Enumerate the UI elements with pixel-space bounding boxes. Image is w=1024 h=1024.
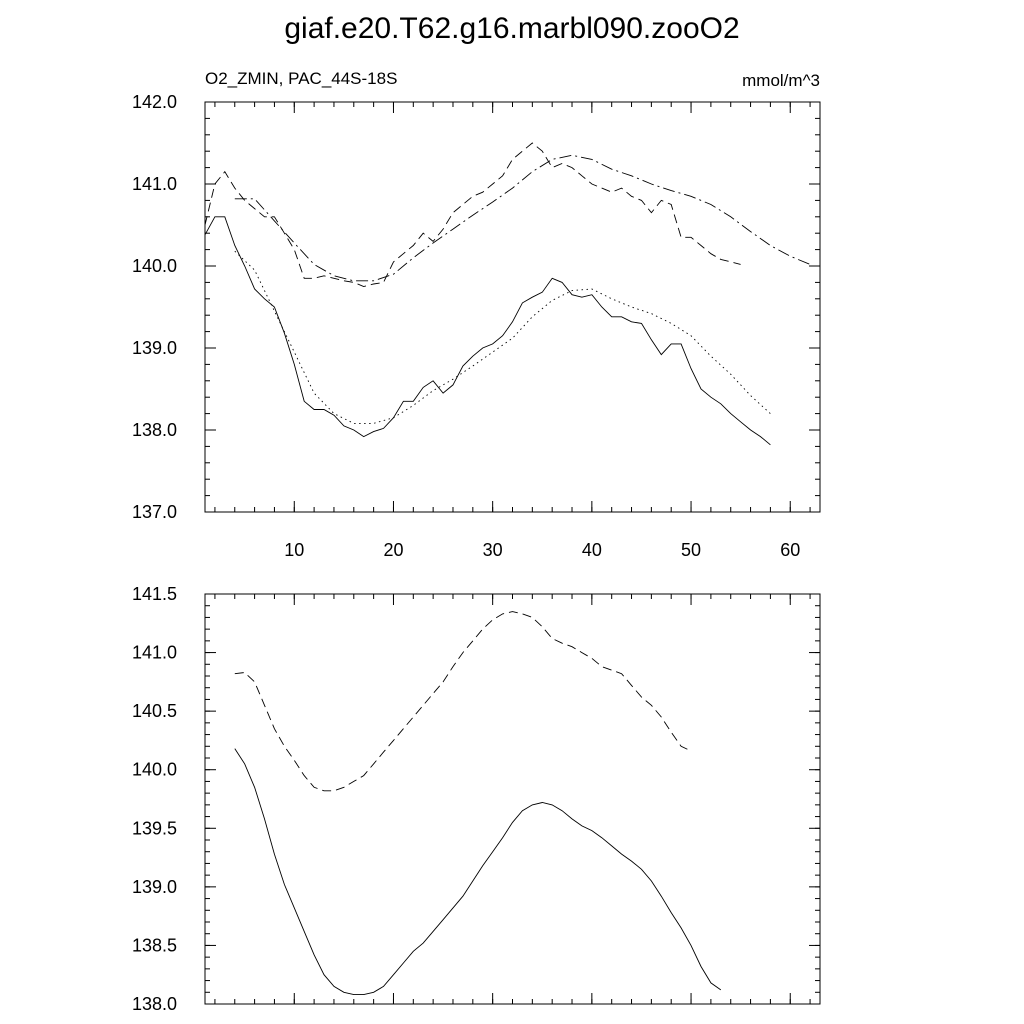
upper-chart-series-dashdot-line — [235, 155, 810, 280]
upper-chart-y-tick-label: 142.0 — [131, 92, 177, 112]
lower-chart-y-tick-label: 141.0 — [131, 642, 177, 663]
lower-chart-series-solid-line — [235, 749, 721, 995]
lower-chart-y-tick-label: 138.5 — [131, 935, 177, 956]
upper-chart-x-tick-label: 60 — [780, 540, 801, 560]
main-title: giaf.e20.T62.g16.marbl090.zooO2 — [284, 12, 740, 45]
lower-chart-y-tick-label: 141.5 — [131, 584, 177, 604]
lower-chart-series-dashed-line — [235, 612, 691, 791]
upper-chart-frame — [205, 102, 820, 512]
lower-chart-y-tick-label: 140.5 — [131, 701, 177, 722]
upper-chart-y-tick-label: 138.0 — [131, 420, 177, 440]
lower-chart-y-tick-label: 139.5 — [131, 818, 177, 839]
upper-chart-y-tick-label: 140.0 — [131, 256, 177, 276]
lower-chart-frame — [205, 594, 820, 1004]
upper-chart-series-solid-line — [205, 217, 770, 445]
lower-chart-panel — [132, 584, 820, 1014]
upper-chart-subtitle-left: O2_ZMIN, PAC_44S-18S — [205, 69, 398, 88]
lower-chart-y-tick-label: 140.0 — [131, 759, 177, 780]
lower-chart-y-tick-label: 138.0 — [131, 994, 177, 1014]
upper-chart-y-tick-label: 141.0 — [131, 174, 177, 194]
upper-chart-x-tick-label: 20 — [383, 540, 404, 560]
upper-chart-y-tick-label: 137.0 — [131, 502, 177, 522]
upper-chart-x-tick-label: 30 — [482, 540, 503, 560]
upper-chart-x-tick-label: 40 — [581, 540, 602, 560]
upper-chart-units-label: mmol/m^3 — [742, 71, 820, 90]
upper-chart-panel — [132, 69, 820, 560]
lower-chart-y-tick-label: 139.0 — [131, 876, 177, 897]
upper-chart-x-tick-label: 50 — [681, 540, 702, 560]
upper-chart-series-dotted-line — [235, 251, 771, 423]
upper-chart-x-tick-label: 10 — [284, 540, 305, 560]
upper-chart-y-tick-label: 139.0 — [131, 338, 177, 358]
